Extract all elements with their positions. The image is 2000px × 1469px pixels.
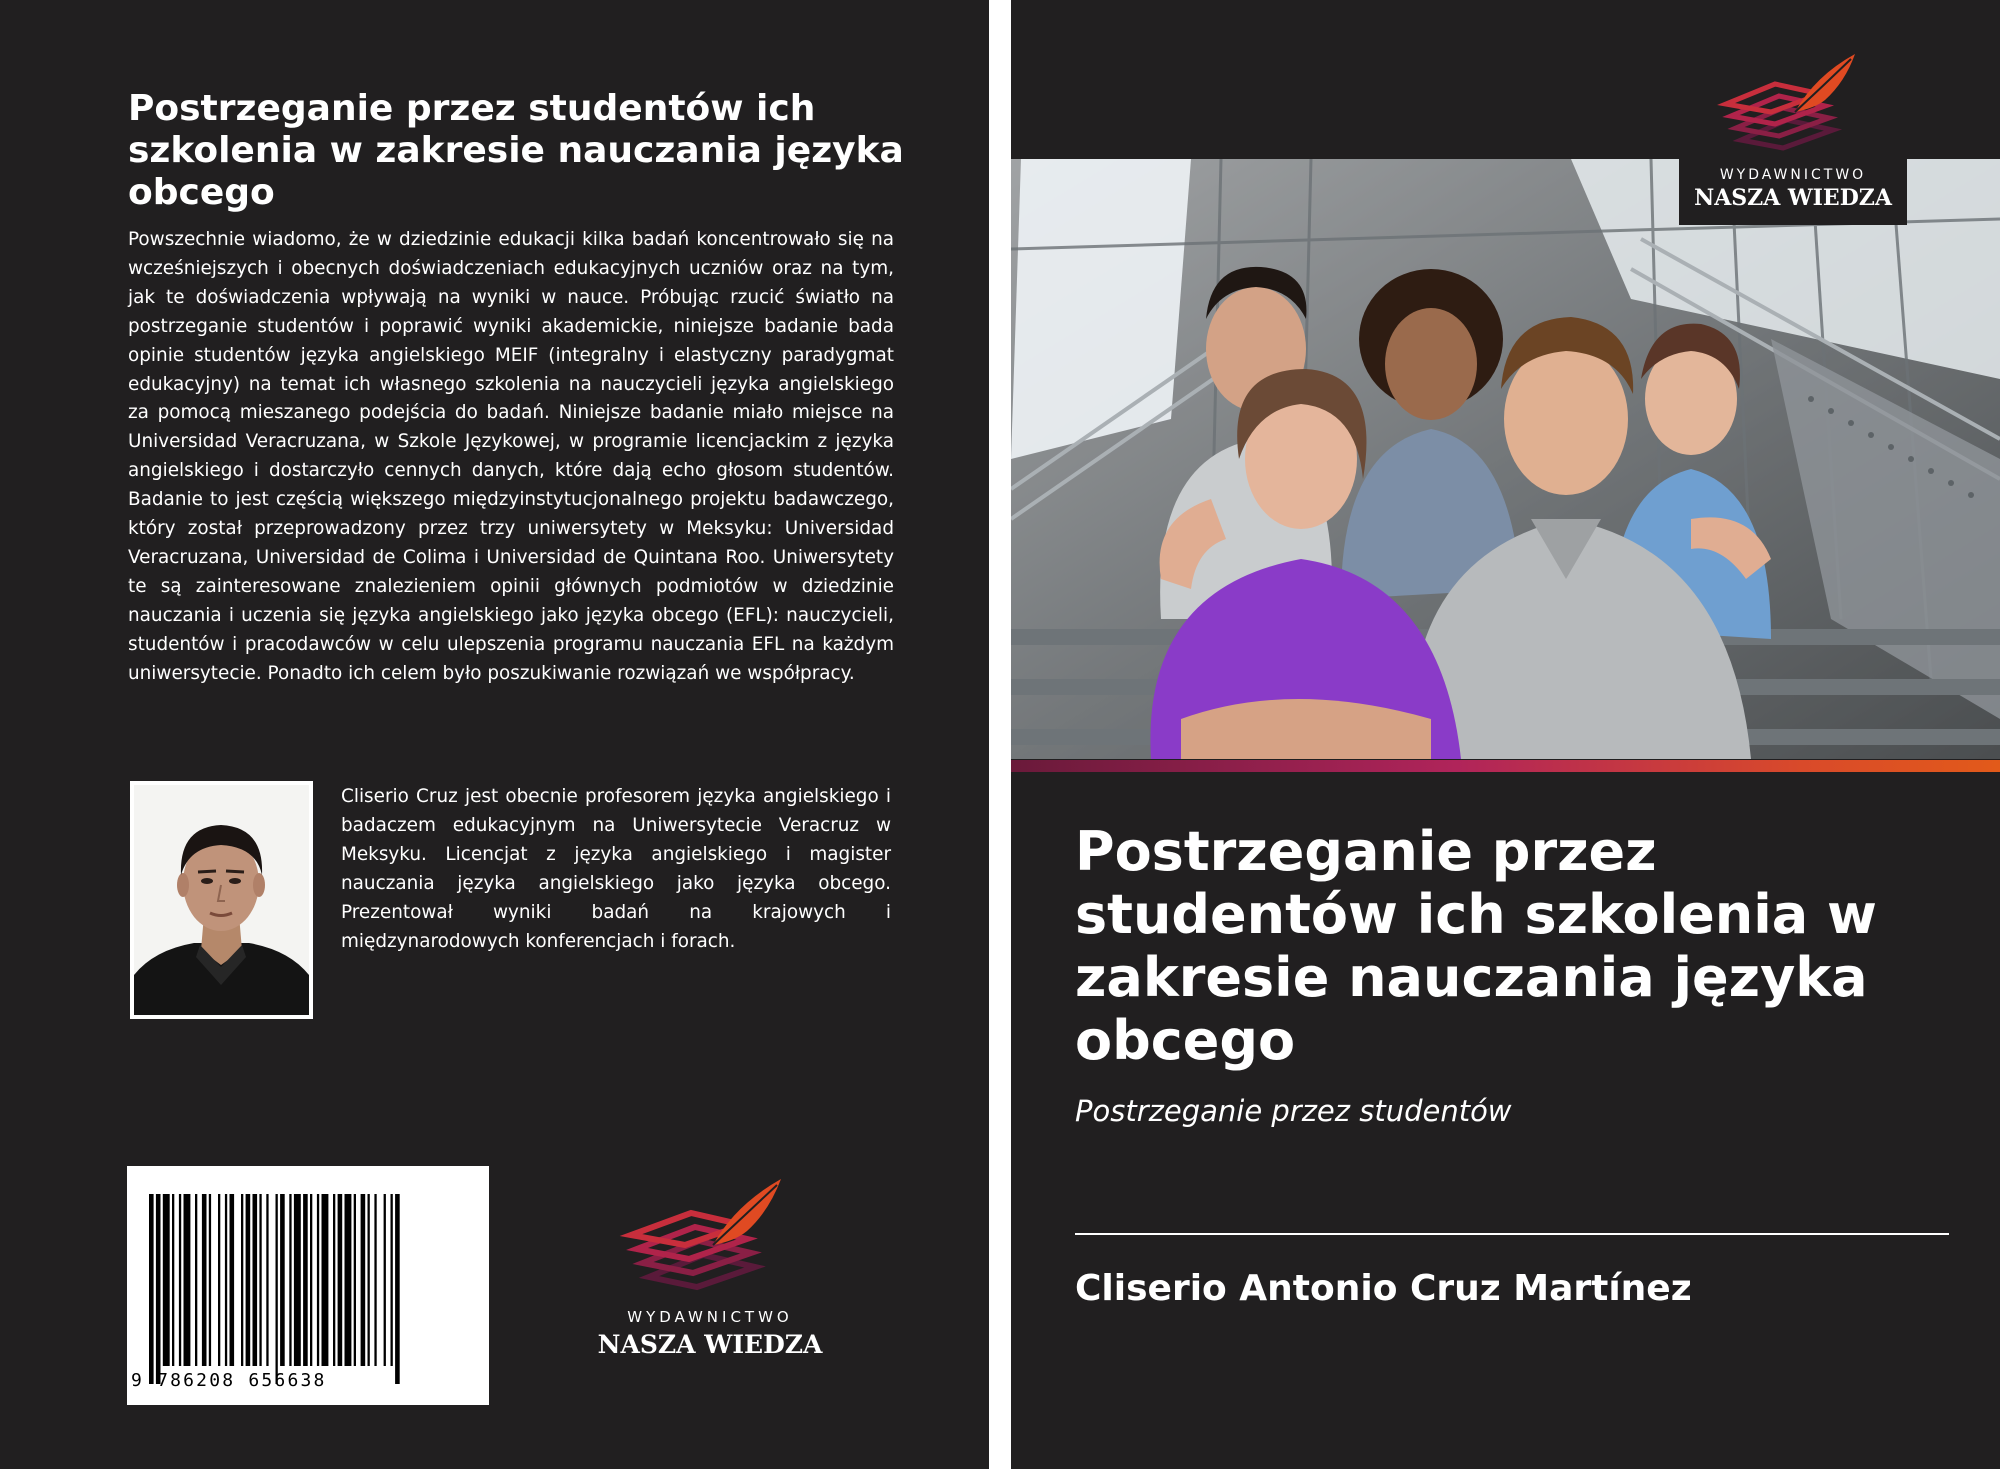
barcode-bar — [280, 1194, 285, 1366]
barcode-bar — [384, 1194, 386, 1366]
cover-photo-students — [1011, 159, 2000, 759]
barcode-bar — [345, 1194, 352, 1366]
barcode-bar — [184, 1194, 191, 1366]
barcode-bar — [266, 1194, 268, 1366]
barcode-bar — [310, 1194, 312, 1366]
back-cover-description: Powszechnie wiadomo, że w dziedzinie edukacji kilka badań koncentrowało się na wcześniejszych i obecnych doświadczeniach edukacyjnych uczniów oraz na tym, jak te doświadczenia wpływają na wyniki w nauce. Próbując rzucić światło na postrzeganie studentów i poprawić wyniki akademickie, niniejsze badanie bada opinie studentów języka angielskiego MEIF (integralny i elastyczny paradygmat edukacyjny) na temat ich własnego szkolenia na nauczycieli języka angielskiego za pomocą mieszanego podejścia do badań. Niniejsze badanie miało miejsce na Universidad Veracruzana, w Szkole Językowej, w programie licencjackim z języka angielskiego i dostarczyło cennych danych, które dają echo głosom studentów. Badanie to jest częścią większego międzyinstytucjonalnego projektu badawczego, który został przeprowadzony przez trzy uniwersytety w Meksyku: Universidad Veracruzana, Universidad de Colima i Universidad de Quintana Roo. Uniwersytety te są zainteresowane znalezieniem opinii głównych podmiotów w dziedzinie nauczania i uczenia się języka angielskiego jako języka obcego (EFL): nauczycieli, studentów i pracodawców w celu ulepszenia programu nauczania EFL na każdym uniwersytecie. Ponadto ich celem było poszukiwanie rozwiązań we współpracy. — [128, 229, 894, 684]
isbn-digits: 9 786208 656638 — [131, 1370, 327, 1391]
barcode-bar — [241, 1194, 243, 1366]
front-cover — [1011, 0, 2000, 1469]
barcode-bar — [354, 1194, 356, 1366]
barcode-bar — [179, 1194, 181, 1366]
author-photo — [130, 781, 313, 1019]
accent-strip — [1011, 760, 2000, 772]
barcode-bar — [303, 1194, 308, 1366]
barcode-bar — [391, 1194, 393, 1366]
barcode-bar — [259, 1194, 261, 1366]
barcode-bar — [374, 1194, 376, 1366]
front-cover-title: Postrzeganie przez studentów ich szkolenia w zakresie nauczania języka obcego — [1075, 820, 1877, 1072]
barcode-bar — [368, 1194, 370, 1366]
back-cover-title: Postrzeganie przez studentów ich szkolenia w zakresie nauczania języka obcego — [128, 88, 904, 213]
barcode-bar — [294, 1194, 301, 1366]
barcode-bar — [276, 1194, 278, 1384]
barcode-bar — [317, 1194, 319, 1366]
author-bio: Cliserio Cruz jest obecnie profesorem języka angielskiego i badaczem edukacyjnym na Uniwersytecie Veracruz w Meksyku. Licencjat z języka angielskiego i magister nauczania języka angielskiego jako języka obcego. Prezentował wyniki badań na krajowych i międzynarodowych konferencjach i forach. — [341, 786, 891, 952]
barcode-bar — [218, 1194, 220, 1366]
barcode-bar — [253, 1194, 258, 1366]
barcode-bar — [338, 1194, 343, 1366]
barcode-bar — [156, 1194, 161, 1384]
publisher-name-line2: NASZA WIEDZA — [1694, 185, 1892, 211]
publisher-logo-front — [1679, 50, 1907, 225]
barcode-bar — [246, 1194, 251, 1366]
barcode-bar — [333, 1194, 335, 1366]
barcode-bar — [202, 1194, 207, 1366]
barcode-bar — [230, 1194, 235, 1366]
publisher-name-line1: WYDAWNICTWO — [1719, 167, 1867, 183]
barcode-bar — [209, 1194, 211, 1366]
barcode-bar — [163, 1194, 170, 1366]
barcode-bar — [149, 1194, 154, 1384]
barcode-bar — [322, 1194, 329, 1366]
front-cover-author: Cliserio Antonio Cruz Martínez — [1075, 1268, 1692, 1309]
book-quill-logo-icon — [1679, 50, 1907, 160]
publisher-name-line2: NASZA WIEDZA — [597, 1330, 823, 1359]
publisher-name-line1: WYDAWNICTWO — [627, 1308, 793, 1326]
back-cover — [0, 0, 989, 1469]
book-quill-logo-icon — [585, 1175, 835, 1305]
barcode-bar — [395, 1194, 400, 1384]
front-cover-subtitle: Postrzeganie przez studentów — [1075, 1094, 1512, 1128]
barcode-bar — [289, 1194, 291, 1366]
publisher-logo-back — [585, 1175, 835, 1365]
barcode-bar — [225, 1194, 227, 1366]
isbn-barcode — [127, 1166, 489, 1405]
divider-rule — [1075, 1233, 1949, 1235]
barcode-bar — [361, 1194, 366, 1366]
barcode-bar — [195, 1194, 197, 1366]
barcode-bar — [172, 1194, 174, 1366]
